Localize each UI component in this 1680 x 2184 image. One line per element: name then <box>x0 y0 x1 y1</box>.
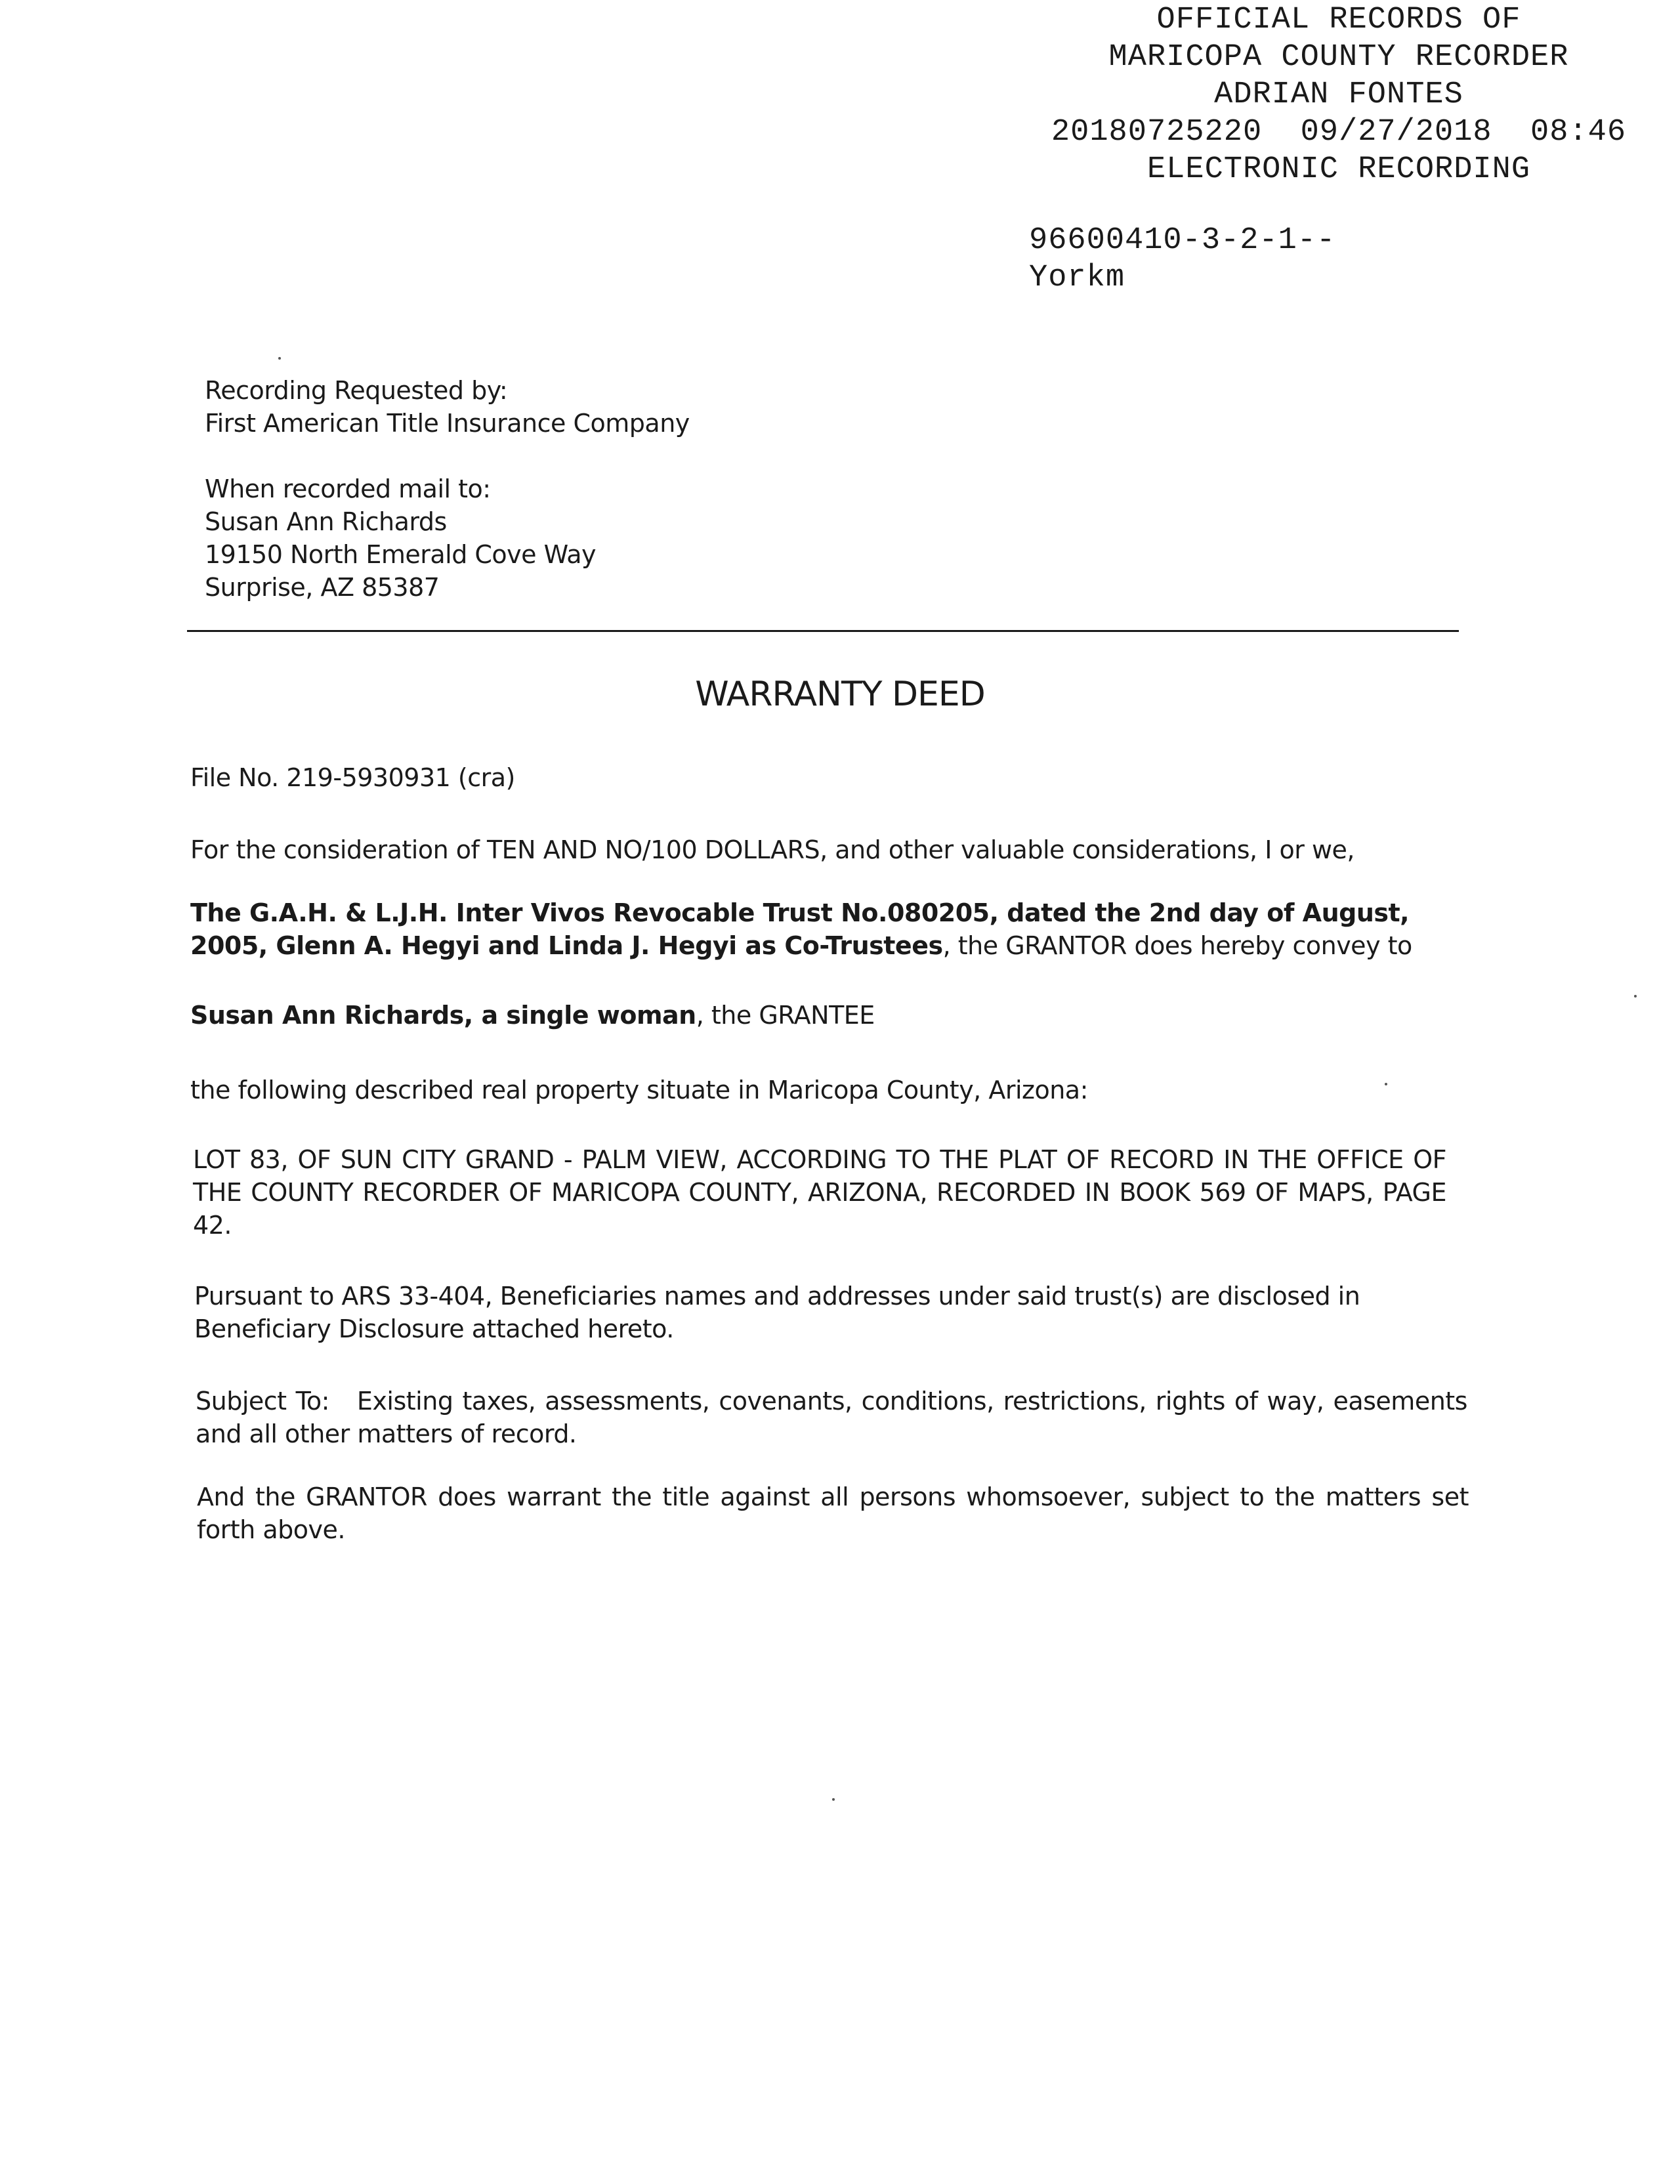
grantee-name: Susan Ann Richards, a single woman <box>190 1001 696 1030</box>
warranty-clause: And the GRANTOR does warrant the title against all persons whomsoever, subject to the matters set forth above. <box>197 1482 1469 1544</box>
file-number: File No. 219-5930931 (cra) <box>190 763 515 792</box>
recording-requested-label: Recording Requested by: <box>205 376 508 405</box>
mail-to-label: When recorded mail to: <box>205 474 491 503</box>
scan-speck <box>1634 995 1637 998</box>
stamp-line-county: MARICOPA COUNTY RECORDER <box>1108 40 1569 75</box>
grantor-line-2 <box>190 929 1477 962</box>
subject-to-clause <box>196 1385 1467 1450</box>
mail-to-street: 19150 North Emerald Cove Way <box>205 540 597 569</box>
legal-description: LOT 83, OF SUN CITY GRAND - PALM VIEW, ACCORDING TO THE PLAT OF RECORD IN THE OFFICE OF THE COUNTY RECORDER OF MARICOPA COUNTY, ARIZONA, RECORDED IN BOOK 569 OF MAPS, PAGE 42. <box>193 1145 1446 1240</box>
document-title: WARRANTY DEED <box>695 675 985 714</box>
scan-speck <box>832 1798 835 1801</box>
subject-to-label: Subject To: <box>196 1387 329 1416</box>
mail-to-name: Susan Ann Richards <box>205 507 447 536</box>
subject-to-text: Existing taxes, assessments, covenants, conditions, restrictions, rights of way, easements and all other matters of record. <box>196 1387 1467 1448</box>
grantor-clause <box>190 896 1477 962</box>
mail-to-city: Surprise, AZ 85387 <box>205 573 440 602</box>
consideration-clause: For the consideration of TEN AND NO/100 DOLLARS, and other valuable considerations, I or we, <box>190 835 1354 864</box>
scan-speck <box>1385 1083 1387 1085</box>
header-divider <box>187 630 1459 632</box>
recorder-code-number: 96600410-3-2-1-- <box>1029 223 1336 258</box>
grantee-label: , the GRANTEE <box>696 1001 875 1030</box>
stamp-line-recorder: ADRIAN FONTES <box>1214 77 1463 112</box>
scan-speck <box>278 357 281 360</box>
stamp-line-number-date: 20180725220 09/27/2018 08:46 <box>1051 115 1627 150</box>
grantor-trustees: 2005, Glenn A. Hegyi and Linda J. Hegyi as Co-Trustees <box>190 931 943 960</box>
grantor-convey: , the GRANTOR does hereby convey to <box>942 931 1412 960</box>
stamp-line-official: OFFICIAL RECORDS OF <box>1156 3 1521 37</box>
mail-to-block <box>205 472 596 604</box>
recorder-code-user: Yorkm <box>1029 261 1125 295</box>
property-intro: the following described real property situate in Maricopa County, Arizona: <box>190 1076 1088 1104</box>
beneficiary-disclosure: Pursuant to ARS 33-404, Beneficiaries names and addresses under said trust(s) are disclosed in Beneficiary Disclosure attached hereto. <box>194 1282 1360 1343</box>
recorder-stamp <box>1030 1 1647 188</box>
grantor-line-1: The G.A.H. & L.J.H. Inter Vivos Revocable Trust No.080205, dated the 2nd day of August, <box>190 898 1410 927</box>
grantee-clause <box>190 999 1477 1032</box>
recording-requested-by: First American Title Insurance Company <box>205 409 690 438</box>
stamp-line-electronic: ELECTRONIC RECORDING <box>1146 152 1531 187</box>
recorder-code <box>1029 222 1335 297</box>
recording-requested-block <box>205 374 690 440</box>
